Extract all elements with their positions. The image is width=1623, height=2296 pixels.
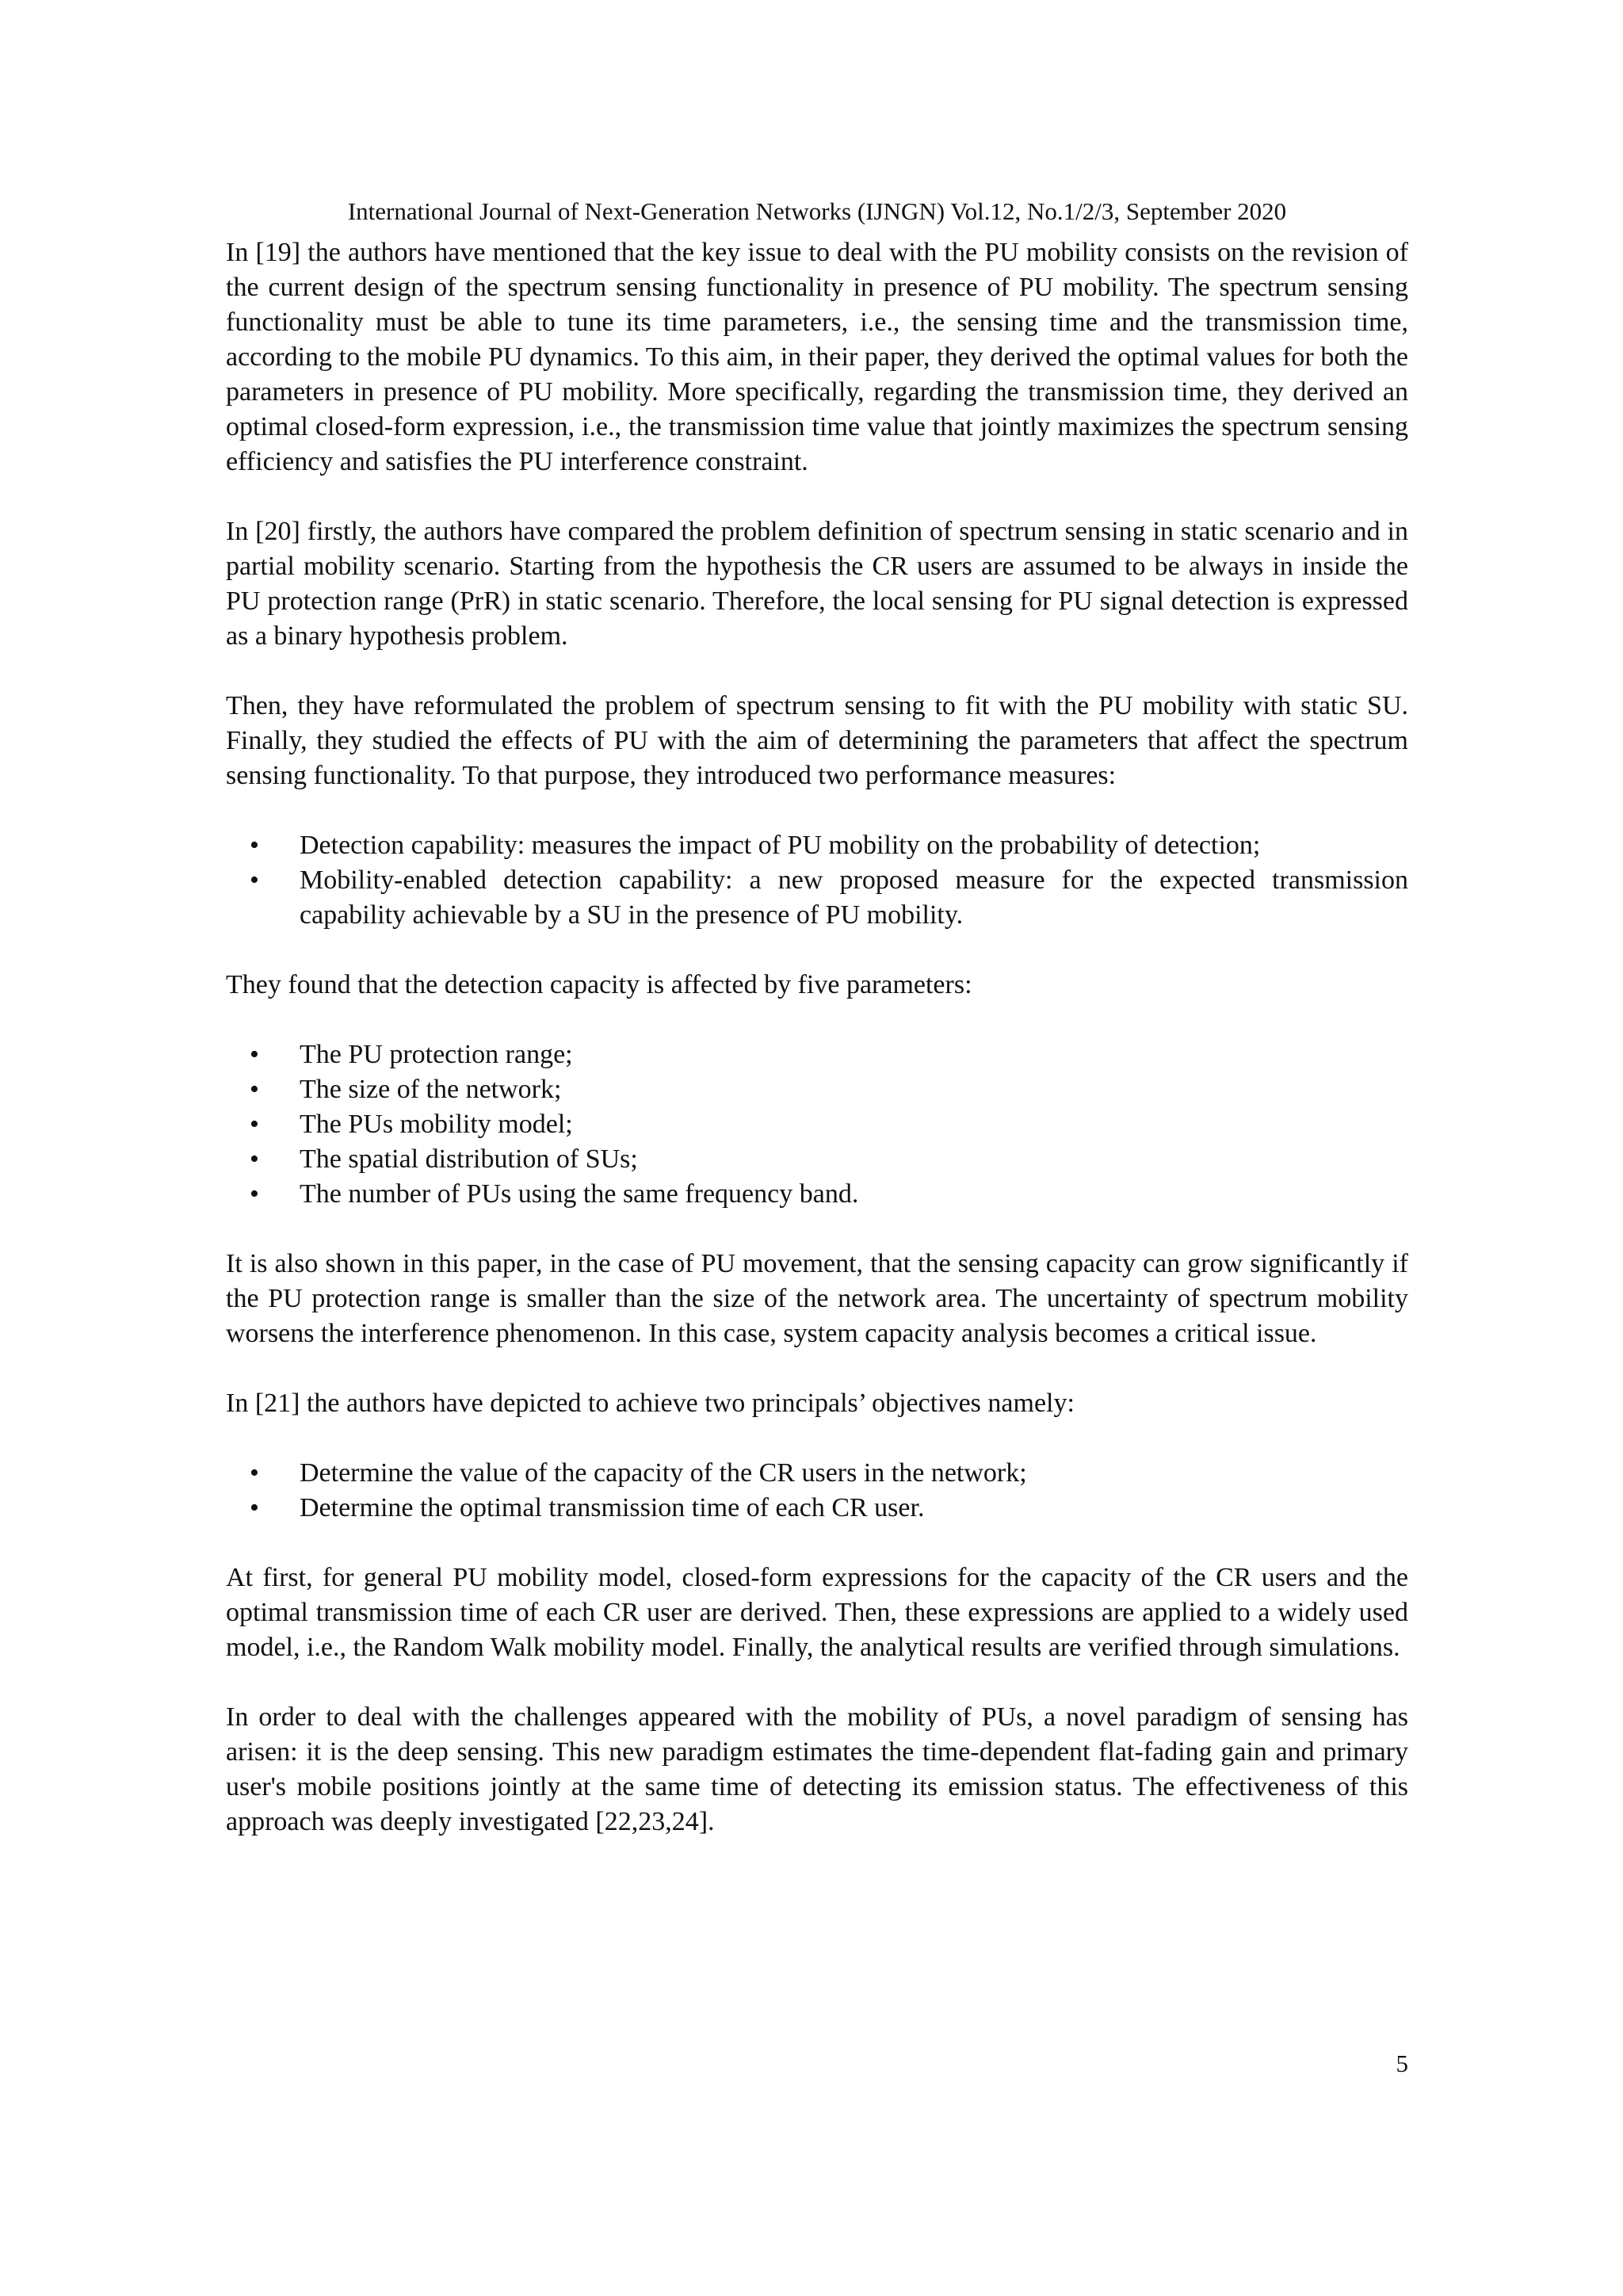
bullet-icon: • xyxy=(250,831,259,860)
list-item-text: The size of the network; xyxy=(300,1075,562,1104)
bullet-icon: • xyxy=(250,1144,259,1174)
bullet-icon: • xyxy=(250,1179,259,1209)
list-item xyxy=(226,1456,1408,1491)
list-item xyxy=(226,1107,1408,1142)
list-item-text: The number of PUs using the same frequency band. xyxy=(300,1179,859,1209)
bullet-icon: • xyxy=(250,1075,259,1104)
paragraph-reformulation: Then, they have reformulated the problem of spectrum sensing to fit with the PU mobility with static SU. Finally, they studied the effects of PU with the aim of determining the parameters that affect the spectrum sensing functionality. To that purpose, they introduced two performance measures: xyxy=(226,691,1408,790)
bullet-icon: • xyxy=(250,1040,259,1069)
page-number: 5 xyxy=(1396,2050,1408,2077)
bullet-icon: • xyxy=(250,1458,259,1488)
list-item xyxy=(226,1491,1408,1526)
paragraph-deep-sensing: In order to deal with the challenges appeared with the mobility of PUs, a novel paradigm of sensing has arisen: it is the deep sensing. This new paradigm estimates the time-dependent flat-fading gain and primary user's mobile positions jointly at the same time of detecting its emission status. The effectiveness of this approach was deeply investigated [22,23,24]. xyxy=(226,1702,1408,1836)
list-item xyxy=(226,1142,1408,1177)
paragraph-ref-21: In [21] the authors have depicted to achieve two principals’ objectives namely: xyxy=(226,1389,1075,1418)
page-content xyxy=(226,194,1408,1874)
list-item xyxy=(226,1037,1408,1072)
list-item-text: The PU protection range; xyxy=(300,1040,573,1069)
list-item-text: Detection capability: measures the impact of PU mobility on the probability of detection; xyxy=(300,831,1261,860)
list-item-text: Mobility-enabled detection capability: a new proposed measure for the expected transmission capability achievable by a SU in the presence of PU mobility. xyxy=(300,865,1408,930)
paragraph-ref-20: In [20] firstly, the authors have compared the problem definition of spectrum sensing in static scenario and in partial mobility scenario. Starting from the hypothesis the CR users are assumed to be always in inside the PU protection range (PrR) in static scenario. Therefore, the local sensing for PU signal detection is expressed as a binary hypothesis problem. xyxy=(226,517,1408,651)
list-item xyxy=(226,1177,1408,1212)
paragraph-ref-19: In [19] the authors have mentioned that the key issue to deal with the PU mobility consists on the revision of the current design of the spectrum sensing functionality in presence of PU mobility. The spectrum sensing functionality must be able to tune its time parameters, i.e., the sensing time and the transmission time, according to the mobile PU dynamics. To this aim, in their paper, they derived the optimal values for both the parameters in presence of PU mobility. More specifically, regarding the transmission time, they derived an optimal closed-form expression, i.e., the transmission time value that jointly maximizes the spectrum sensing efficiency and satisfies the PU interference constraint. xyxy=(226,238,1408,476)
list-item xyxy=(226,1072,1408,1107)
list-item xyxy=(226,828,1408,863)
paragraph-sensing-capacity: It is also shown in this paper, in the case of PU movement, that the sensing capacity can grow significantly if the PU protection range is smaller than the size of the network area. The uncertainty of spectrum mobility worsens the interference phenomenon. In this case, system capacity analysis becomes a critical issue. xyxy=(226,1249,1408,1348)
paragraph-closed-form: At first, for general PU mobility model, closed-form expressions for the capacity of the CR users and the optimal transmission time of each CR user are derived. Then, these expressions are applied to a widely used model, i.e., the Random Walk mobility model. Finally, the analytical results are verified through simulations. xyxy=(226,1563,1408,1662)
performance-measures-list xyxy=(226,828,1408,933)
running-header: International Journal of Next-Generation Networks (IJNGN) Vol.12, No.1/2/3, September 2020 xyxy=(347,197,1287,225)
bullet-icon: • xyxy=(250,1493,259,1522)
paragraph-five-parameters: They found that the detection capacity is affected by five parameters: xyxy=(226,970,972,999)
objectives-list xyxy=(226,1456,1408,1526)
list-item xyxy=(226,863,1408,933)
bullet-icon: • xyxy=(250,1110,259,1139)
list-item-text: Determine the value of the capacity of the CR users in the network; xyxy=(300,1458,1027,1488)
parameters-list xyxy=(226,1037,1408,1212)
list-item-text: The spatial distribution of SUs; xyxy=(300,1144,638,1174)
list-item-text: Determine the optimal transmission time of each CR user. xyxy=(300,1493,925,1522)
bullet-icon: • xyxy=(250,865,259,895)
list-item-text: The PUs mobility model; xyxy=(300,1110,573,1139)
